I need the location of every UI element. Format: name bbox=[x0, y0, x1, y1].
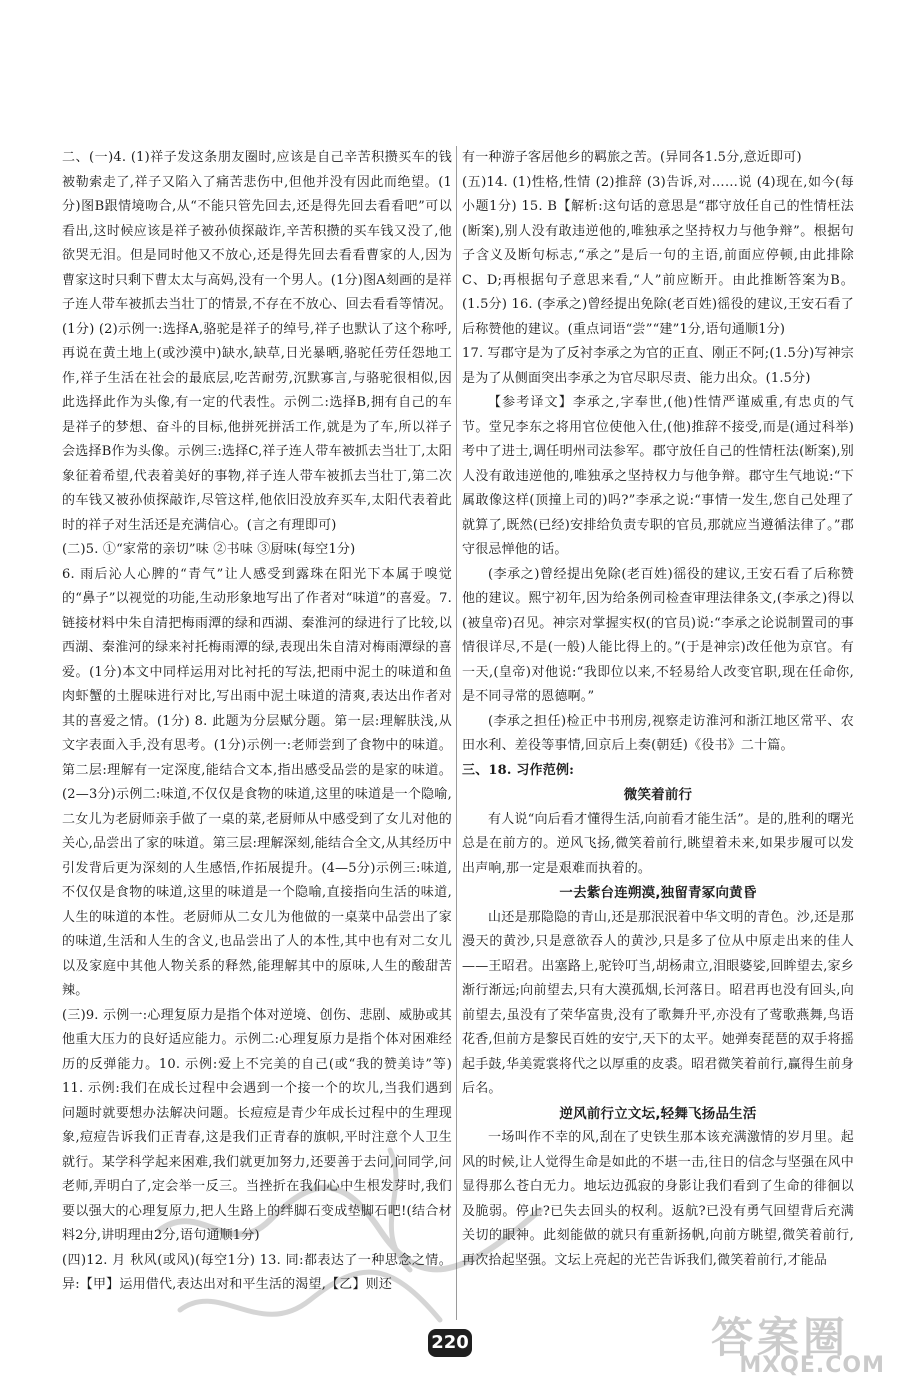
translation-paragraph-3: (李承之担任)检正中书刑房,视察走访淮河和浙江地区常平、农田水利、差役等事情,回京后上奏(朝廷)《役书》二十篇。 bbox=[462, 713, 854, 753]
essay-heading: 三、18. 习作范例: bbox=[462, 762, 575, 778]
page-number: 220 bbox=[428, 1329, 472, 1357]
essay-title: 微笑着前行 bbox=[623, 787, 693, 803]
watermark-logo-text: 答案圈 bbox=[710, 1313, 849, 1362]
left-column bbox=[62, 146, 452, 1328]
essay-section-2: 一场叫作不幸的风,刮在了史铁生那本该充满激情的岁月里。起风的时候,让人觉得生命是如此的不堪一击,往日的信念与坚强在风中显得那么苍白无力。地坛边孤寂的身影让我们看到了生命的徘徊以及脆弱。停止?已失去回头的权利。返航?已没有勇气回望背后充满关切的眼神。此刻能做的就只有重新扬帆,向前方眺望,微笑着前行,再次拾起坚强。文坛上亮起的光芒告诉我们,微笑着前行,才能品 bbox=[462, 1130, 854, 1268]
answer-section-2: (二)5. ①“家常的亲切”味 ②书味 ③厨味(每空1分) bbox=[62, 542, 356, 557]
column-divider bbox=[456, 146, 457, 1320]
answer-continuation: 有一种游子客居他乡的羁旅之苦。(异同各1.5分,意近即可) bbox=[462, 150, 802, 165]
answer-section-4: (三)9. 示例一:心理复原力是指个体对逆境、创伤、悲剧、威胁或其他重大压力的良好适应能力。示例二:心理复原力是指个体对困难经历的反弹能力。10. 示例:爱上不完美的自己(或“我的赞美诗”等) 11. 示例:我们在成长过程中会遇到一个接一个的坎儿,当我们遇到问题时就要想办法解决问题。长痘痘是青少年成长过程中的生理现象,痘痘告诉我们正青春,这是我们正青春的旗帜,平时注意个人卫生就行。某学科学起来困难,我们就更加努力,还要善于去问,问同学,问老师,弄明白了,定会举一反三。当挫折在我们心中生根发芽时,我们要以强大的心理复原力,把人生路上的绊脚石变成垫脚石吧!(结合材料2分,讲明理由2分,语句通顺1分) bbox=[62, 1007, 452, 1243]
translation-paragraph-2: (李承之)曾经提出免除(老百姓)徭役的建议,王安石看了后称赞他的建议。熙宁初年,因为给条例司检查审理法律条文,(李承之)得以(被皇帝)召见。神宗对掌握实权(的官员)说:“李承之论说制置司的事情很详尽,不是(一般)人能比得上的。”(于是神宗)改任他为京官。有一天,(皇帝)对他说:“我即位以来,不轻易给人改变官职,现在任命你,是不同寻常的恩德啊。” bbox=[462, 566, 854, 704]
answer-section-5: (四)12. 月 秋风(或风)(每空1分) 13. 同:都表达了一种思念之情。异:【甲】运用借代,表达出对和平生活的渴望,【乙】则还 bbox=[62, 1252, 452, 1292]
essay-subtitle-2: 逆风前行立文坛,轻舞飞扬品生活 bbox=[559, 1105, 757, 1122]
essay-subtitle-1: 一去紫台连朔漠,独留青冢向黄昏 bbox=[559, 885, 757, 901]
classical-answers: (五)14. (1)性格,性情 (2)推辞 (3)告诉,对……说 (4)现在,如今(每小题1分) 15. B【解析:这句话的意思是“郡守放任自己的性情枉法(断案),别人没有敢违逆他的,唯独承之坚持权力与他争辩”。根据句子含义及断句标志,“承之”是后一句的主语,前面应停顿,由此排除C、D;再根据句子意思来看,“人”前应断开。由此推断答案为B。(1.5分) 16. (李承之)曾经提出免除(老百姓)徭役的建议,王安石看了后称赞他的建议。(重点词语“尝”“建”1分,语句通顺1分) bbox=[462, 174, 854, 337]
answer-section-1: 二、(一)4. (1)祥子发这条朋友圈时,应该是自己辛苦积攒买车的钱被勒索走了,祥子又陷入了痛苦悲伤中,但他并没有因此而绝望。(1分)图B跟情境吻合,从“不能只管先回去,还是得先回去看看吧”可以看出,这时候应该是祥子被孙侦探敲诈,辛苦积攒的买车钱又没了,他欲哭无泪。但是同时他又不放心,还是得先回去看看曹家的人,因为曹家这时只剩下曹太太与高妈,没有一个男人。(1分)图A刻画的是祥子连人带车被抓去当壮丁的情景,不存在不放心、回去看看等情况。(1分) (2)示例一:选择A,骆驼是祥子的绰号,祥子也默认了这个称呼,再说在黄土地上(或沙漠中)缺水,缺草,日光暴晒,骆驼任劳任怨地工作,祥子生活在社会的最底层,吃苦耐劳,沉默寡言,与骆驼很相似,因此选择此作为头像,有一定的代表性。示例二:选择B,拥有自己的车是祥子的梦想、奋斗的目标,他拼死拼活工作,就是为了车,所以祥子会选择B作为头像。示例三:选择C,祥子连人带车被抓去当壮丁,太阳象征着希望,代表着美好的事物,祥子连人带车被抓去当壮丁,第二次的车钱又被孙侦探敲诈,尽管这样,他依旧没放弃买车,太阳代表着此时的祥子对生活还是充满信心。(言之有理即可) bbox=[62, 150, 452, 533]
answer-17: 17. 写郡守是为了反衬李承之为官的正直、刚正不阿;(1.5分)写神宗是为了从侧面突出李承之为官尽职尽责、能力出众。(1.5分) bbox=[462, 346, 854, 386]
essay-intro: 有人说“向后看才懂得生活,向前看才能生活”。是的,胜利的曙光总是在前方的。逆风飞扬,微笑着前行,眺望着未来,如果步履可以发出声响,那一定是艰难而执着的。 bbox=[462, 811, 854, 876]
watermark-url: MXQE.COM bbox=[739, 1353, 885, 1378]
right-column bbox=[462, 146, 854, 1328]
watermark-logo bbox=[675, 1305, 885, 1385]
answer-section-3: 6. 雨后沁人心脾的“青气”让人感受到露珠在阳光下本属于嗅觉的“鼻子”以视觉的功能,生动形象地写出了作者对“味道”的喜爱。7. 链接材料中朱自清把梅雨潭的绿和西湖、秦淮河的绿进行了比较,以西湖、秦淮河的绿来衬托梅雨潭的绿,表现出朱自清对梅雨潭绿的喜爱。(1分)本文中同样运用对比衬托的写法,把雨中泥土的味道和鱼肉虾蟹的土腥味进行对比,写出雨中泥土味道的清爽,表达出作者对其的喜爱之情。(1分) 8. 此题为分层赋分题。第一层:理解肤浅,从文字表面入手,没有思考。(1分)示例一:老师尝到了食物中的味道。第二层:理解有一定深度,能结合文本,指出感受品尝的是家的味道。(2—3分)示例二:味道,不仅仅是食物的味道,这里的味道是一个隐喻,二女儿为老厨师亲手做了一桌的菜,老厨师从中感受到了女儿对他的关心,品尝出了家的味道。第三层:理解深刻,能结合全文,从其经历中引发背后更为深刻的人生感悟,作拓展提升。(4—5分)示例三:味道,不仅仅是食物的味道,这里的味道是一个隐喻,直接指向生活的味道,人生的味道的本性。老厨师从二女儿为他做的一桌菜中品尝出了家的味道,生活和人生的含义,也品尝出了人的本性,其中也有对二女儿以及家庭中其他人物关系的释然,能理解其中的原味,人生的酸甜苦辣。 bbox=[62, 566, 452, 998]
essay-section-1: 山还是那隐隐的青山,还是那泯泯着中华文明的青色。沙,还是那漫天的黄沙,只是意欲吞人的黄沙,只是多了位从中原走出来的佳人——王昭君。出塞路上,驼铃叮当,胡杨肃立,泪眼婆娑,回眸望去,家乡渐行渐远;向前望去,只有大漠孤烟,长河落日。昭君再也没有回头,向前望去,虽没有了荣华富贵,没有了歌舞升平,亦没有了莺歌燕舞,鸟语花香,但前方是黎民百姓的安宁,天下的太平。她弹奏琵琶的双手将摇起手鼓,华美霓裳将代之以厚重的皮裘。昭君微笑着前行,赢得生前身后名。 bbox=[462, 909, 854, 1096]
reference-translation: 【参考译文】李承之,字奉世,(他)性情严谨威重,有忠贞的气节。堂兄李东之将用官位使他入仕,(他)推辞不接受,而是(通过科举)考中了进士,调任明州司法参军。郡守放任自己的性情枉法(断案),别人没有敢违逆他的,唯独承之坚持权力与他争辩。郡守生气地说:“下属敢像这样(顶撞上司的)吗?”李承之说:“事情一发生,您自己处理了就算了,既然(已经)安排给负责专职的官员,那就应当遵循法律了。”郡守很忌惮他的话。 bbox=[462, 395, 854, 557]
